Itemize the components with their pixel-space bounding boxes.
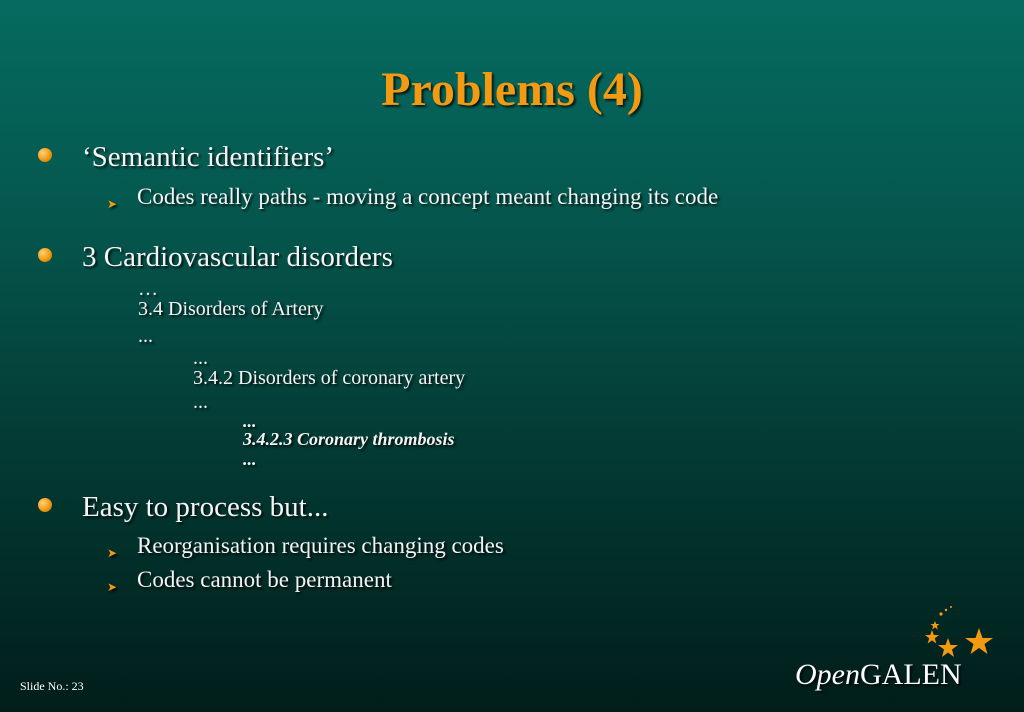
code-line-coronary-thrombosis: 3.4.2.3 Coronary thrombosis xyxy=(243,429,455,449)
sub-bullet-text: Reorganisation requires changing codes xyxy=(137,533,504,558)
bullet-text: Easy to process but... xyxy=(82,491,329,523)
arrowhead-icon: ➤ xyxy=(107,546,118,560)
arrowhead-icon: ➤ xyxy=(107,580,118,594)
orange-dot-icon xyxy=(38,498,52,512)
slide-title: Problems (4) xyxy=(381,63,643,116)
code-line-disorders-artery: 3.4 Disorders of Artery xyxy=(138,298,324,320)
bullet-text: ‘Semantic identifiers’ xyxy=(82,141,335,173)
code-ellipsis: ... xyxy=(193,391,208,413)
sub-bullet-reorganisation xyxy=(107,532,504,560)
slide-number: Slide No.: 23 xyxy=(20,679,84,693)
sub-bullet-text: Codes really paths - moving a concept meant changing its code xyxy=(137,184,719,209)
orange-dot-icon xyxy=(38,148,52,162)
code-ellipsis: ... xyxy=(243,449,257,469)
sub-bullet-codes-permanent xyxy=(107,566,392,594)
bullet-easy-to-process xyxy=(82,490,328,524)
code-ellipsis: ... xyxy=(138,325,153,347)
code-ellipsis: ... xyxy=(243,411,257,431)
sub-bullet-codes-paths xyxy=(107,183,719,211)
sub-bullet-text: Codes cannot be permanent xyxy=(137,567,392,592)
logo-galen-text: GALEN xyxy=(859,658,962,691)
code-line-coronary-artery: 3.4.2 Disorders of coronary artery xyxy=(193,367,466,389)
logo-open-text: Open xyxy=(795,658,860,691)
orange-dot-icon xyxy=(38,248,52,262)
bullet-cardiovascular xyxy=(82,240,393,274)
code-ellipsis: ... xyxy=(193,347,208,369)
bullet-text: 3 Cardiovascular disorders xyxy=(82,241,393,273)
arrowhead-icon: ➤ xyxy=(107,197,118,211)
bullet-semantic-identifiers xyxy=(82,140,334,174)
opengalen-logo xyxy=(795,658,962,692)
code-ellipsis: … xyxy=(138,278,158,300)
